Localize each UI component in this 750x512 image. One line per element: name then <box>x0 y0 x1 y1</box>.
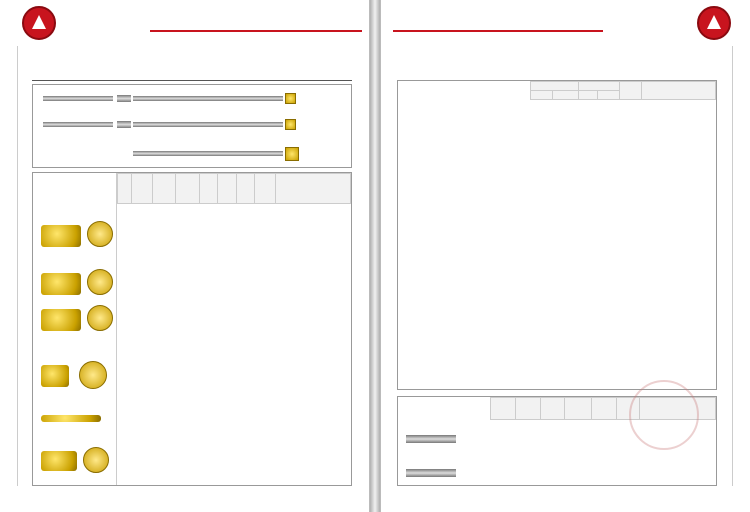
header-rule <box>393 30 603 32</box>
button-bit-icon <box>285 93 296 104</box>
coupling-drawing <box>117 121 131 128</box>
drill-rod-header <box>530 81 716 100</box>
cross-bit-face-image <box>83 447 109 473</box>
button-bit-image <box>41 225 81 247</box>
col-header <box>199 174 218 204</box>
left-header <box>0 0 369 46</box>
col-header <box>540 398 565 420</box>
reaming-bit-image <box>41 365 69 387</box>
left-side-tabs <box>0 46 18 486</box>
title-rule <box>32 80 352 81</box>
button-bit-face-image <box>87 221 113 247</box>
col-header <box>515 398 540 420</box>
cross-bit-image <box>41 451 77 471</box>
header-rule <box>150 30 362 32</box>
drill-rod-block <box>397 80 717 390</box>
shank-adapter-drawing <box>43 122 113 127</box>
coupling-sleeve-image <box>406 435 456 443</box>
col-header <box>641 82 715 100</box>
col-header <box>553 91 579 100</box>
parabolic-bit-face-image <box>87 305 113 331</box>
reaming-bit-icon <box>285 147 299 161</box>
coupling-drawing <box>117 95 131 102</box>
col-header <box>491 398 516 420</box>
col-header <box>592 398 617 420</box>
right-page <box>380 0 750 512</box>
drill-bit-pictures <box>33 173 117 485</box>
col-header <box>597 91 619 100</box>
coupling-diff-image <box>406 469 456 477</box>
col-header <box>131 174 152 204</box>
brand-logo-icon <box>697 6 731 40</box>
col-header <box>118 174 132 204</box>
extension-rod-drawing <box>133 122 283 127</box>
col-header <box>255 174 276 204</box>
watermark-stamp <box>629 380 699 450</box>
drill-bit-block <box>32 172 352 486</box>
right-header <box>381 0 750 46</box>
reaming-bit-face-image <box>79 361 107 389</box>
parabolic-bit-image <box>41 309 81 331</box>
col-header <box>531 91 553 100</box>
shank-adapter-drawing <box>43 96 113 101</box>
cross-bit-icon <box>285 119 296 130</box>
assembly-diagram <box>32 84 352 168</box>
drill-bit-table-wrap <box>117 173 351 204</box>
left-page <box>0 0 370 512</box>
book-gutter <box>370 0 380 512</box>
col-header <box>619 82 641 100</box>
button-bit-image <box>41 273 81 295</box>
col-header <box>276 174 351 204</box>
pilot-adapter-image <box>41 415 101 422</box>
header-group <box>531 82 579 91</box>
brand-logo-icon <box>22 6 56 40</box>
header-group <box>579 82 620 91</box>
speed-rod-drawing <box>133 151 283 156</box>
right-side-tabs <box>732 46 750 486</box>
col-header <box>579 91 598 100</box>
col-header <box>152 174 175 204</box>
button-bit-face-image <box>87 269 113 295</box>
col-header <box>565 398 592 420</box>
drill-bit-table <box>117 173 351 204</box>
col-header <box>176 174 199 204</box>
col-header <box>218 174 237 204</box>
col-header <box>236 174 255 204</box>
drifter-rod-drawing <box>133 96 283 101</box>
